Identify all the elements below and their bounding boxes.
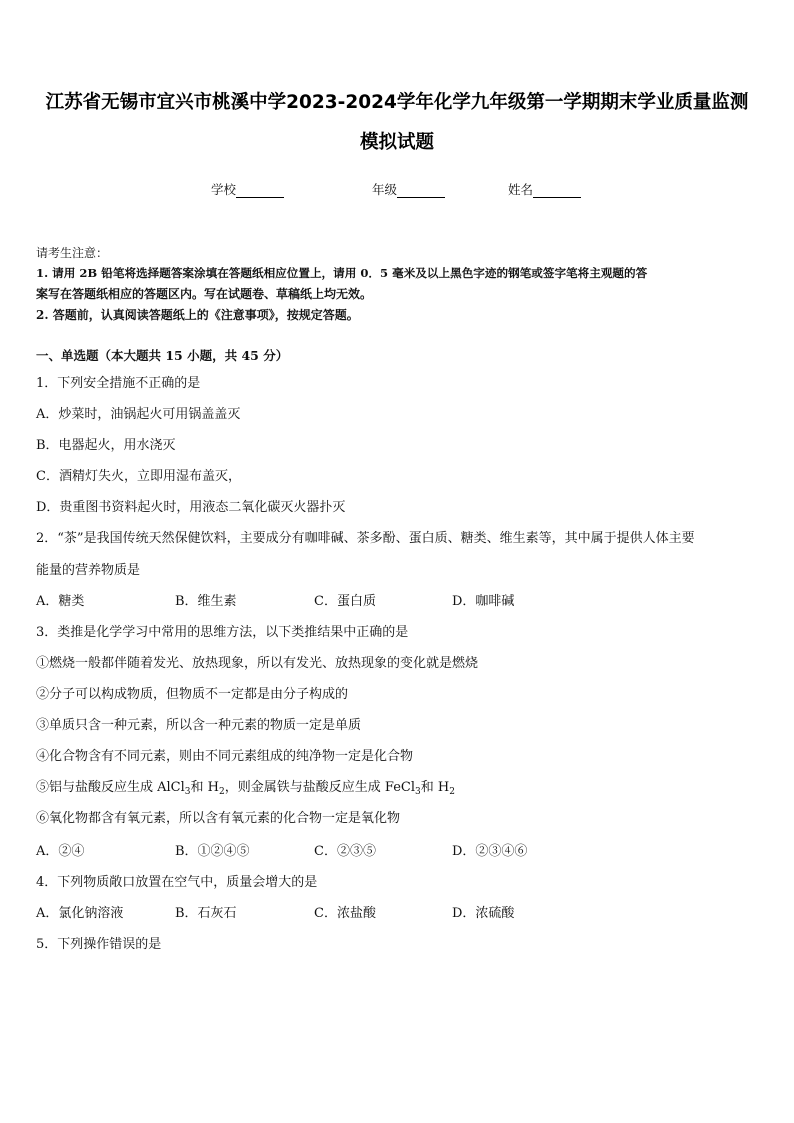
student-info-row [0,180,794,200]
q4-option-a: A．氯化钠溶液 [36,906,124,921]
q3-s5-sub-2: 2 [219,787,225,797]
school-field [211,180,284,198]
q4-option-d: D．浓硫酸 [452,906,515,921]
q2-stem-line1: 2．“茶”是我国传统天然保健饮料，主要成分有咖啡碱、茶多酚、蛋白质、糖类、维生素等，其中属于提供人体主要 [36,531,695,546]
q3-s5-sub-4: 2 [449,787,455,797]
q2-option-c: C．蛋白质 [314,594,376,609]
q3-statement-3: ③单质只含一种元素，所以含一种元素的物质一定是单质 [36,718,362,733]
q2-option-d: D．咖啡碱 [452,594,515,609]
school-blank [236,183,284,198]
q2-option-b: B．维生素 [175,594,237,609]
q3-s5-text-1: ⑤铝与盐酸反应生成 AlCl [36,780,185,795]
notice-item-1a: 1. 请用 2B 铅笔将选择题答案涂填在答题纸相应位置上，请用 0．5 毫米及以上黑色字迹的钢笔或签字笔将主观题的答 [36,266,648,280]
q5-stem: 5．下列操作错误的是 [36,937,162,952]
grade-field [372,180,445,198]
q2-option-a: A．糖类 [36,594,85,609]
q4-option-b: B．石灰石 [175,906,237,921]
q2-stem-line2: 能量的营养物质是 [36,563,141,578]
q3-option-d: D．②③④⑥ [452,844,528,859]
q3-s5-text-2: 和 H [190,780,220,795]
notice-item-2: 2. 答题前，认真阅读答题纸上的《注意事项》，按规定答题。 [36,308,359,322]
q3-statement-1: ①燃烧一般都伴随着发光、放热现象，所以有发光、放热现象的变化就是燃烧 [36,656,479,671]
q3-option-a: A．②④ [36,844,85,859]
notice-heading: 请考生注意： [36,246,109,260]
q4-option-c: C．浓盐酸 [314,906,376,921]
q1-option-b: B．电器起火，用水浇灭 [36,438,176,453]
q3-statement-5 [36,779,455,801]
q3-s5-text-4: 和 H [420,780,450,795]
grade-blank [397,183,445,198]
q1-option-d: D．贵重图书资料起火时，用液态二氧化碳灭火器扑灭 [36,500,346,515]
q1-option-a: A．炒菜时，油锅起火可用锅盖盖灭 [36,407,241,422]
q3-statement-6: ⑥氧化物都含有氧元素，所以含有氧元素的化合物一定是氧化物 [36,811,401,826]
grade-label: 年级 [372,182,398,197]
q3-s5-text-3: ，则金属铁与盐酸反应生成 FeCl [224,780,415,795]
q3-option-c: C．②③⑤ [314,844,376,859]
name-label: 姓名 [508,182,534,197]
notice-item-1b: 案写在答题纸相应的答题区内。写在试题卷、草稿纸上均无效。 [36,287,373,301]
q1-option-c: C．酒精灯失火，立即用湿布盖灭， [36,469,241,484]
exam-title-line2: 模拟试题 [359,132,434,153]
name-blank [533,183,581,198]
school-label: 学校 [211,182,237,197]
q3-statement-4: ④化合物含有不同元素，则由不同元素组成的纯净物一定是化合物 [36,749,414,764]
q1-stem: 1．下列安全措施不正确的是 [36,376,201,391]
exam-title-line1: 江苏省无锡市宜兴市桃溪中学2023-2024学年化学九年级第一学期期末学业质量监测 [45,92,749,113]
q4-stem: 4．下列物质敞口放置在空气中，质量会增大的是 [36,875,318,890]
name-field [508,180,581,198]
q3-statement-2: ②分子可以构成物质，但物质不一定都是由分子构成的 [36,687,349,702]
q3-s5-sub-3: 3 [415,787,421,797]
q3-s5-sub-1: 3 [184,787,191,797]
section-heading: 一、单选题（本大题共 15 小题，共 45 分） [36,348,289,363]
q3-option-b: B．①②④⑤ [175,844,250,859]
q3-stem: 3．类推是化学学习中常用的思维方法，以下类推结果中正确的是 [36,625,409,640]
